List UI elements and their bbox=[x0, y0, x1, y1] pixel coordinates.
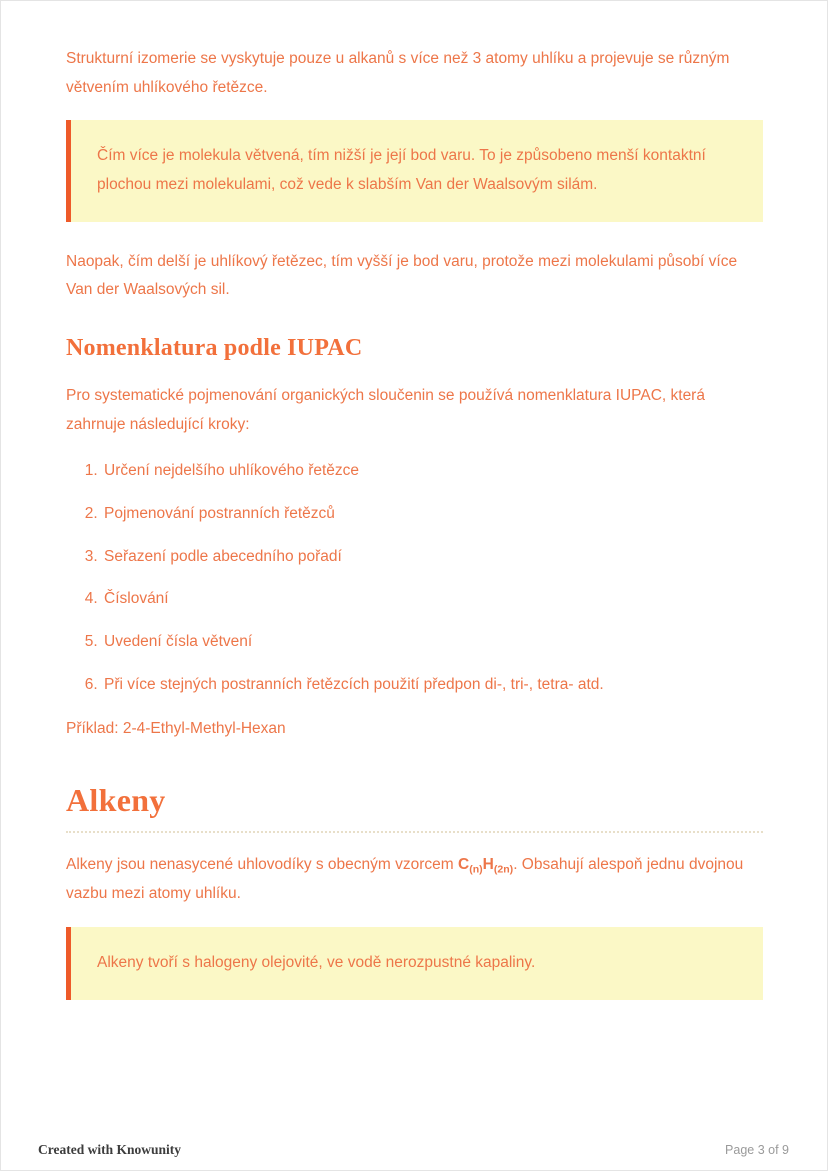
callout-box-boiling-point bbox=[66, 120, 763, 221]
iupac-steps-list bbox=[66, 457, 763, 699]
callout-box-alkenes bbox=[66, 927, 763, 1000]
callout-alkenes-text: Alkeny tvoří s halogeny olejovité, ve vodě nerozpustné kapaliny. bbox=[97, 953, 536, 971]
paragraph-structural-isomerism: Strukturní izomerie se vyskytuje pouze u alkanů s více než 3 atomy uhlíku a projevuje se různým větvením uhlíkového řetězce. bbox=[66, 50, 730, 96]
footer-page-number: Page 3 of 9 bbox=[725, 1143, 789, 1157]
formula-cn-h2n bbox=[458, 856, 514, 876]
page-footer bbox=[1, 1142, 827, 1158]
heading-nomenclature: Nomenklatura podle IUPAC bbox=[66, 335, 363, 362]
iupac-step-4: 4. Číslování bbox=[102, 585, 763, 614]
page-content bbox=[1, 1, 827, 1000]
section-divider bbox=[66, 831, 763, 833]
iupac-step-5: 5. Uvedení čísla větvení bbox=[102, 628, 763, 657]
formula-hydrogen-subscript: (2n) bbox=[493, 863, 514, 876]
formula-carbon-subscript: (n) bbox=[469, 863, 483, 876]
paragraph-iupac-intro: Pro systematické pojmenování organických sloučenin se používá nomenklatura IUPAC, která zahrnuje následující kroky: bbox=[66, 387, 705, 433]
paragraph-chain-length: Naopak, čím delší je uhlíkový řetězec, tím vyšší je bod varu, protože mezi molekulami působí více Van der Waalsových sil. bbox=[66, 252, 738, 299]
callout-boiling-point-text: Čím více je molekula větvená, tím nižší je její bod varu. To je způsobeno menší kontaktní plochou mezi molekulami, což vede k slabším Van der Waalsovým silám. bbox=[97, 147, 706, 194]
paragraph-alkenes-intro bbox=[66, 851, 763, 909]
alkenes-intro-pre: Alkeny jsou nenasycené uhlovodíky s obecným vzorcem bbox=[66, 856, 459, 874]
iupac-step-6: 6. Při více stejných postranních řetězcích použití předpon di-, tri-, tetra- atd. bbox=[102, 671, 763, 700]
footer-branding: Created with Knowunity bbox=[38, 1142, 182, 1157]
formula-hydrogen: H bbox=[482, 856, 494, 874]
alkenes-intro-post: . Obsahují alespoň jednu dvojnou vazbu mezi atomy uhlíku. bbox=[66, 856, 744, 903]
iupac-step-1: 1. Určení nejdelšího uhlíkového řetězce bbox=[102, 457, 763, 486]
paragraph-example: Příklad: 2-4-Ethyl-Methyl-Hexan bbox=[66, 720, 286, 738]
iupac-step-2: 2. Pojmenování postranních řetězců bbox=[102, 500, 763, 529]
formula-carbon: C bbox=[458, 856, 470, 874]
heading-alkenes: Alkeny bbox=[66, 782, 166, 819]
iupac-step-3: 3. Seřazení podle abecedního pořadí bbox=[102, 543, 763, 572]
